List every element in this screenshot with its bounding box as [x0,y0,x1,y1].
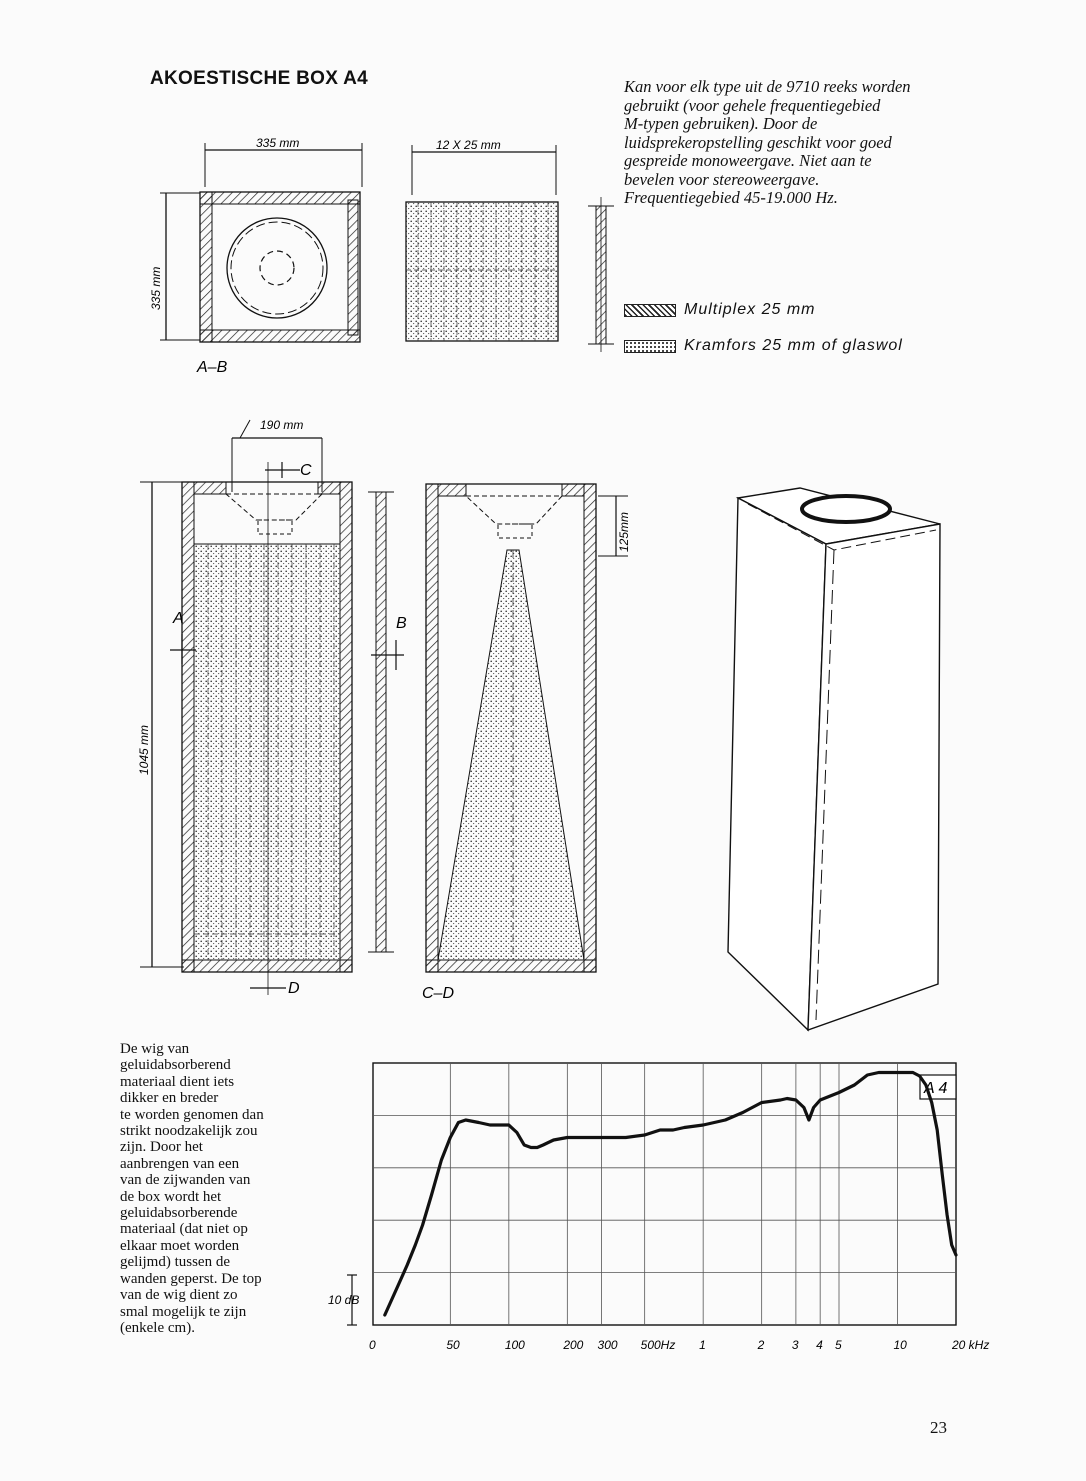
x-tick-label: 2 [757,1338,765,1352]
chart-label: A 4 [924,1080,948,1097]
dim-hole: 190 mm [260,418,304,432]
intro-line: gespreide monoweergave. Niet aan te [624,151,872,170]
note-line: wanden geperst. De top [120,1270,262,1287]
note-line: geluidabsorberend [120,1057,231,1074]
note-line: zijn. Door het [120,1139,203,1156]
x-tick-label: 500Hz [640,1338,676,1352]
note-text [120,1041,320,1336]
label-d: D [288,980,300,997]
perspective-box-drawing [728,488,940,1030]
intro-line: bevelen voor stereoweergave. [624,169,820,189]
intro-line: luidsprekeropstelling geschikt voor goed [624,132,892,152]
chart-frame [373,1063,956,1325]
frequency-chart [328,1063,989,1352]
note-line: van de zijwanden van [120,1172,251,1189]
x-tick-label: 0 [369,1338,376,1352]
x-tick-label: 4 [816,1338,823,1352]
note-line: materiaal (dat niet op [120,1221,248,1238]
note-line: smal mogelijk te zijn [120,1303,247,1320]
front-section-drawing [137,418,352,997]
dim-height: 1045 mm [137,724,151,775]
chart-grid-vertical [450,1063,897,1325]
x-tick-label: 20 kHz [952,1338,990,1352]
label-b: B [396,615,407,632]
scale-label: 10 dB [328,1293,360,1307]
page-number: 23 [930,1418,947,1437]
label-section-cd: C–D [422,985,455,1002]
note-line: de box wordt het [120,1188,222,1205]
x-tick-label: 50 [446,1338,460,1352]
note-line: van de wig dient zo [120,1287,238,1304]
x-tick-label: 1 [699,1338,706,1352]
side-section-drawing [422,484,631,1002]
chart-x-ticks [369,1338,989,1352]
intro-line: M-typen gebruiken). Door de [624,114,818,133]
x-tick-label: 100 [504,1338,525,1352]
dim-strips: 12 X 25 mm [436,138,501,152]
response-curve [385,1073,956,1316]
legend-multiplex-label: Multiplex 25 mm [684,301,816,318]
note-line: aanbrengen van een [120,1155,240,1172]
dim-top-height: 335 mm [149,266,163,310]
intro-line: gebruikt (voor gehele frequentiegebied [624,95,881,115]
intro-line: Frequentiegebied 45-19.000 Hz. [624,188,838,207]
absorber-strips-drawing [406,138,558,341]
note-line: geluidabsorberende [120,1205,238,1222]
page-title: AKOESTISCHE BOX A4 [150,68,368,89]
x-tick-label: 10 [893,1338,907,1352]
note-line: strikt noodzakelijk zou [120,1123,258,1140]
chart-grid-horizontal [373,1115,956,1272]
intro-line: Kan voor elk type uit de 9710 reeks worden [624,77,911,96]
note-line: materiaal dient iets [120,1073,235,1090]
x-tick-label: 3 [791,1338,799,1352]
note-line: dikker en breder [120,1090,219,1107]
dim-speaker-depth: 125mm [617,511,631,552]
label-section-ab: A–B [197,359,228,376]
dim-top-width: 335 mm [256,136,300,150]
note-line: De wig van [120,1041,190,1057]
legend-kramfors-label: Kramfors 25 mm of glaswol [684,337,903,354]
note-line: elkaar moet worden [120,1237,240,1254]
top-view-drawing [149,136,362,376]
x-tick-label: 200 [563,1338,584,1352]
note-line: gelijmd) tussen de [120,1254,230,1271]
note-line: te worden genomen dan [120,1106,264,1123]
x-tick-label: 5 [834,1338,842,1352]
note-line: (enkele cm). [120,1319,195,1336]
x-tick-label: 300 [597,1338,618,1352]
side-panel-drawing [588,197,614,352]
panel-b-drawing [368,492,407,952]
label-a: A [173,610,184,627]
label-c: C [300,462,312,479]
